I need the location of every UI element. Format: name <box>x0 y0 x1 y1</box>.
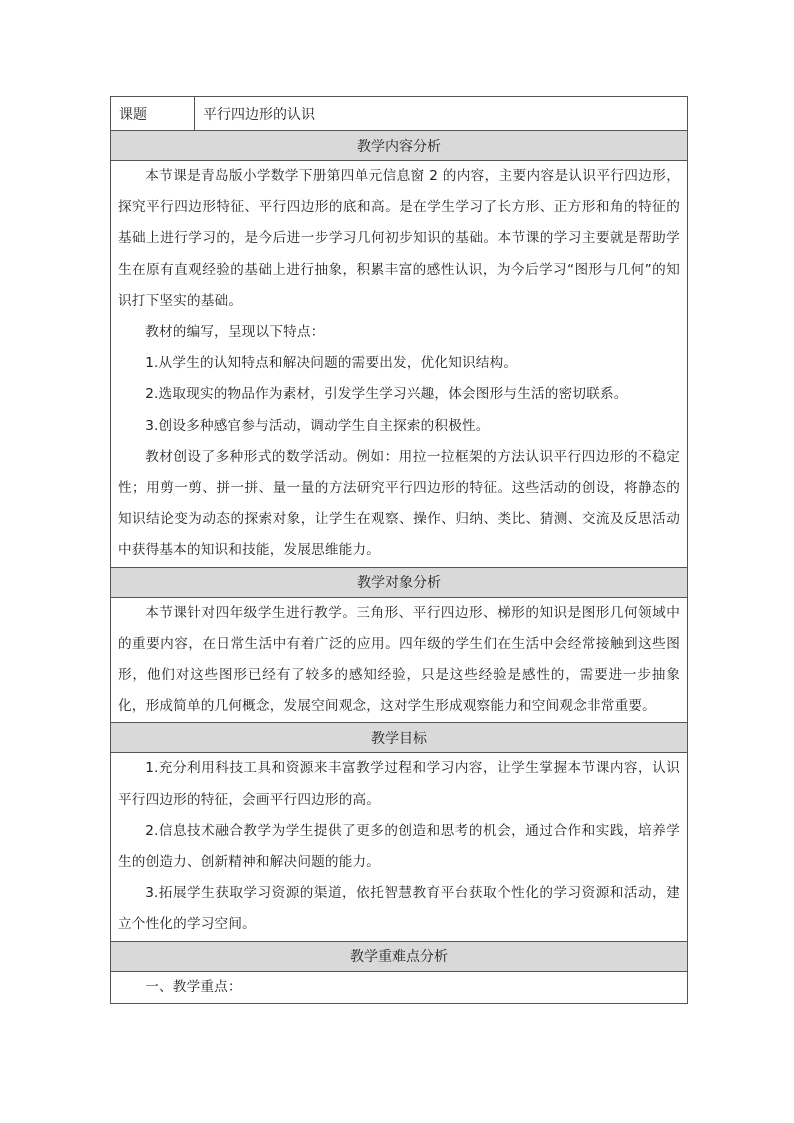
list-item: 3.创设多种感官参与活动，调动学生自主探索的积极性。 <box>145 417 490 434</box>
section-header-objectives <box>111 723 688 753</box>
topic-row <box>111 97 688 131</box>
section-heading: 教学内容分析 <box>111 131 688 161</box>
paragraph: 一、教学重点： <box>145 978 242 995</box>
lesson-plan-sheet <box>110 96 688 1004</box>
section-header-content-analysis <box>111 131 688 161</box>
list-item: 2.选取现实的物品作为素材，引发学生学习兴趣，体会图形与生活的密切联系。 <box>145 386 628 403</box>
paragraph: 教材创设了多种形式的数学活动。例如：用拉一拉框架的方法认识平行四边形的不稳定性；用剪一剪、拼一拼、量一量的方法研究平行四边形的特征。这些活动的创设，将静态的知识结论变为动态的探索对象，让学生在观察、操作、归纳、类比、猜测、交流及反思活动中获得基本的知识和技能，发展思维能力。 <box>118 448 680 559</box>
list-item: 1.从学生的认知特点和解决问题的需要出发，优化知识结构。 <box>145 355 518 372</box>
list-item: 1.充分利用科技工具和资源来丰富教学过程和学习内容，让学生掌握本节课内容，认识平行四边形的特征，会画平行四边形的高。 <box>118 760 680 808</box>
paragraph: 本节课针对四年级学生进行教学。三角形、平行四边形、梯形的知识是图形几何领域中的重要内容，在日常生活中有着广泛的应用。四年级的学生们在生活中会经常接触到这些图形，他们对这些图形已经有了较多的感知经验，只是这些经验是感性的，需要进一步抽象化，形成简单的几何概念，发展空间观念，这对学生形成观察能力和空间观念非常重要。 <box>118 604 680 715</box>
section-heading: 教学重难点分析 <box>111 941 688 971</box>
section-body-key-difficult-points <box>111 971 688 1003</box>
section-body-content-analysis <box>111 161 688 568</box>
section-header-key-difficult-points <box>111 941 688 971</box>
list-item: 3.拓展学生获取学习资源的渠道，依托智慧教育平台获取个性化的学习资源和活动，建立个性化的学习空间。 <box>118 885 680 933</box>
section-body-student-analysis <box>111 597 688 723</box>
topic-label: 课题 <box>111 97 195 131</box>
list-item: 2.信息技术融合教学为学生提供了更多的创造和思考的机会，通过合作和实践，培养学生的创造力、创新精神和解决问题的能力。 <box>118 822 680 871</box>
section-heading: 教学目标 <box>111 723 688 753</box>
section-body-objectives <box>111 753 688 941</box>
topic-value: 平行四边形的认识 <box>195 97 688 131</box>
paragraph: 教材的编写，呈现以下特点： <box>145 324 325 341</box>
section-heading: 教学对象分析 <box>111 567 688 597</box>
section-header-student-analysis <box>111 567 688 597</box>
lesson-plan-table <box>110 96 688 1004</box>
paragraph: 本节课是青岛版小学数学下册第四单元信息窗 2 的内容，主要内容是认识平行四边形，探究平行四边形特征、平行四边形的底和高。是在学生学习了长方形、正方形和角的特征的基础上进行学习的，是今后进一步学习几何初步知识的基础。本节课的学习主要就是帮助学生在原有直观经验的基础上进行抽象，积累丰富的感性认识，为今后学习“图形与几何”的知识打下坚实的基础。 <box>118 168 680 309</box>
